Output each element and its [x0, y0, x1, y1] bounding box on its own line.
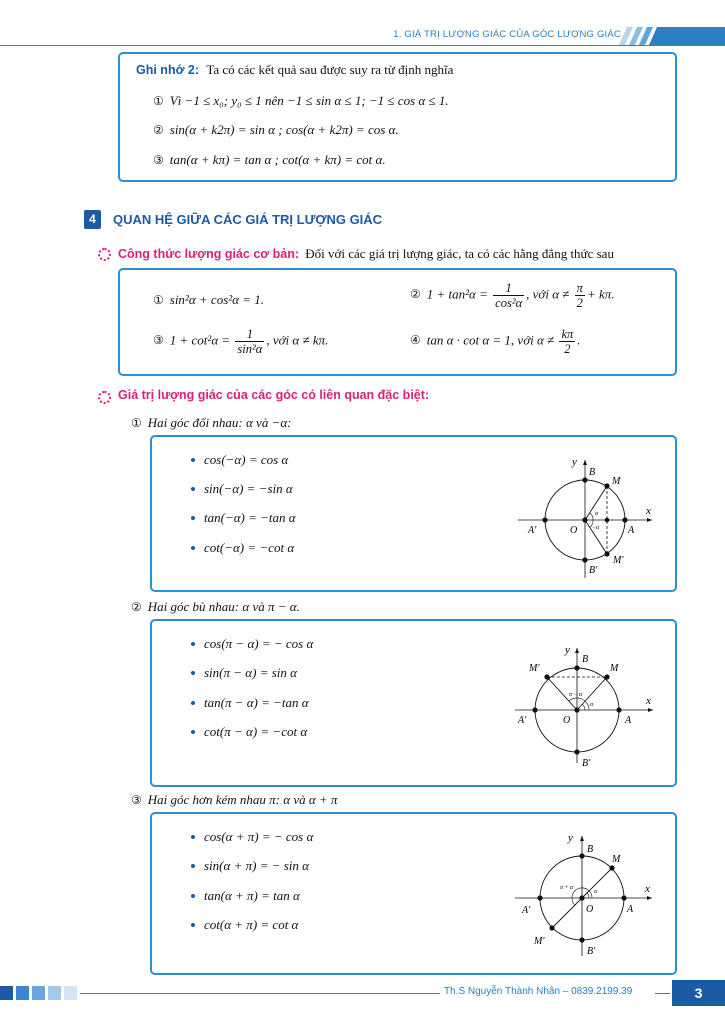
point-label-B1: B′ — [589, 565, 598, 576]
gear-icon — [98, 248, 111, 261]
footer-decoration — [48, 986, 61, 1000]
list-item: cot(α + π) = cot α — [191, 917, 298, 933]
point-label-B: B — [589, 467, 596, 478]
formula-2: ② 1 + tan²α = $\frac{1}{\text{cos²α}}$ , với α ≠ $\frac{\pi}{2}$ + kπ. — [410, 281, 615, 310]
list-item: tan(−α) = −tan α — [191, 510, 296, 526]
formula-3: ③ 1 + cot²α = $\frac{1}{\text{sin²α}}$ , với α ≠ kπ. — [153, 327, 329, 356]
point-label-A: A — [625, 715, 632, 726]
axis-label-x: x — [645, 883, 650, 895]
note-label: Ghi nhớ 2: — [136, 63, 200, 77]
basic-heading-line — [118, 246, 614, 262]
unit-circle-diagram-supplementary — [505, 638, 665, 773]
formula-4: ④ tan α · cot α = 1, với α ≠ $\frac{k\pi}{2}$ . — [410, 327, 581, 356]
running-header: 1. GIÁ TRỊ LƯỢNG GIÁC CỦA GÓC LƯỢNG GIÁC — [393, 29, 621, 40]
special-heading: Giá trị lượng giác của các góc có liên quan đặc biệt: — [118, 388, 430, 402]
unit-circle-diagram-opposite — [510, 450, 660, 582]
note-heading — [136, 62, 453, 78]
footer-decoration — [64, 986, 77, 1000]
footer-decoration — [16, 986, 29, 1000]
axis-label-y: y — [572, 456, 577, 468]
point-label-O: O — [563, 715, 571, 726]
angle-label: α — [590, 702, 594, 708]
note-item: ① Vì −1 ≤ x₀; y₀ ≤ 1 nên −1 ≤ sin α ≤ 1; −1 ≤ cos α ≤ 1. — [153, 93, 449, 108]
footer-decoration — [32, 986, 45, 1000]
angle-label: α — [594, 889, 598, 895]
axis-label-y: y — [565, 644, 570, 656]
group-title: ① Hai góc đối nhau: α và −α: — [131, 415, 292, 430]
point-label-A: A — [627, 904, 634, 915]
point-label-M: M — [610, 663, 619, 674]
list-item: tan(α + π) = tan α — [191, 888, 300, 904]
point-label-M1: M′ — [613, 555, 624, 566]
list-item: tan(π − α) = −tan α — [191, 695, 309, 711]
point-label-M: M — [612, 854, 621, 865]
note-intro: Ta có các kết quả sau được suy ra từ định nghĩa — [206, 62, 454, 77]
point-label-B: B — [587, 844, 594, 855]
section-number: 4 — [84, 210, 101, 229]
note-item: ② sin(α + k2π) = sin α ; cos(α + k2π) = cos α. — [153, 122, 399, 137]
group-title: ③ Hai góc hơn kém nhau π: α và α + π — [131, 792, 338, 807]
basic-intro: Đối với các giá trị lượng giác, ta có các hằng đẳng thức sau — [305, 246, 614, 261]
gear-icon — [98, 391, 111, 404]
list-item: cos(π − α) = − cos α — [191, 636, 313, 652]
point-label-B1: B′ — [582, 758, 591, 769]
point-label-O: O — [570, 525, 578, 536]
axis-label-y: y — [568, 832, 573, 844]
formula-1: ① sin²α + cos²α = 1. — [153, 292, 265, 307]
axis-label-x: x — [646, 695, 651, 707]
angle-label: π + α — [560, 885, 574, 891]
header-rule — [0, 45, 725, 46]
section-title: QUAN HỆ GIỮA CÁC GIÁ TRỊ LƯỢNG GIÁC — [113, 212, 383, 227]
axis-label-x: x — [646, 505, 651, 517]
basic-heading: Công thức lượng giác cơ bản: — [118, 247, 300, 261]
footer-rule — [655, 993, 670, 994]
list-item: cos(α + π) = − cos α — [191, 829, 313, 845]
list-item: cot(π − α) = −cot α — [191, 724, 307, 740]
point-label-A1: A′ — [518, 715, 527, 726]
angle-label: π − α — [569, 692, 583, 698]
note-item: ③ tan(α + kπ) = tan α ; cot(α + kπ) = cot α. — [153, 152, 386, 167]
point-label-M: M — [612, 476, 621, 487]
point-label-O: O — [586, 904, 594, 915]
list-item: sin(π − α) = sin α — [191, 665, 297, 681]
angle-label: −α — [592, 525, 600, 531]
footer-decoration — [0, 986, 13, 1000]
unit-circle-diagram-differ-by-pi — [510, 828, 660, 960]
point-label-M1: M′ — [534, 936, 545, 947]
header-stripes — [619, 27, 725, 45]
point-label-A1: A′ — [522, 905, 531, 916]
list-item: cot(−α) = −cot α — [191, 540, 294, 556]
list-item: sin(−α) = −sin α — [191, 481, 293, 497]
angle-label: α — [595, 511, 599, 517]
point-label-B: B — [582, 654, 589, 665]
point-label-A1: A′ — [528, 525, 537, 536]
point-label-B1: B′ — [587, 946, 596, 957]
page-number: 3 — [672, 980, 725, 1006]
point-label-A: A — [628, 525, 635, 536]
list-item: cos(−α) = cos α — [191, 452, 288, 468]
footer-author: Th.S Nguyễn Thành Nhân – 0839.2199.39 — [444, 986, 633, 997]
footer-rule — [80, 993, 440, 994]
group-title: ② Hai góc bù nhau: α và π − α. — [131, 599, 300, 614]
list-item: sin(α + π) = − sin α — [191, 858, 309, 874]
point-label-M1: M′ — [529, 663, 540, 674]
